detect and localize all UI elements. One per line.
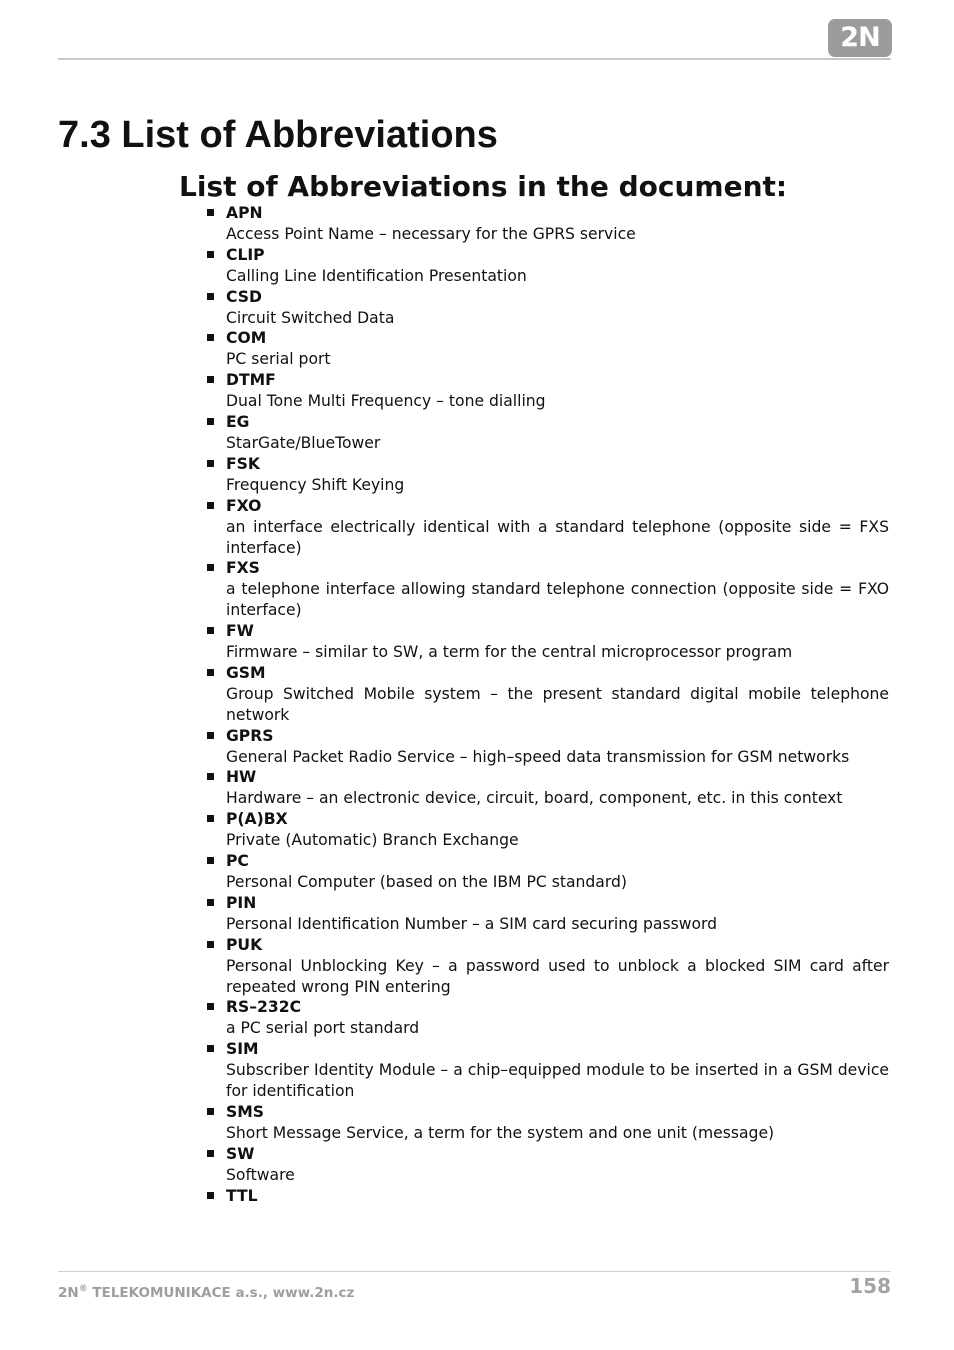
abbreviation-definition: Access Point Name – necessary for the GPRS service [226,224,636,243]
square-bullet-icon [207,1045,214,1052]
square-bullet-icon [207,418,214,425]
list-item [207,370,889,412]
abbreviation-term: PUK [226,935,263,954]
abbreviation-definition: Personal Unblocking Key – a password used to unblock a blocked SIM card after repeated wrong PIN entering [226,956,889,996]
section-title: List of Abbreviations in the document: [179,170,788,203]
list-item [207,809,889,851]
abbreviation-term: TTL [226,1186,258,1205]
square-bullet-icon [207,941,214,948]
list-item [207,663,889,726]
list-item [207,558,889,621]
square-bullet-icon [207,251,214,258]
list-item [207,767,889,809]
abbreviation-term: SMS [226,1102,264,1121]
list-item [207,1039,889,1102]
abbreviation-definition: General Packet Radio Service – high–speed data transmission for GSM networks [226,747,850,766]
abbreviation-definition: Hardware – an electronic device, circuit, board, component, etc. in this context [226,789,843,808]
list-item [207,287,889,329]
square-bullet-icon [207,627,214,634]
list-item [207,997,889,1039]
list-item [207,621,889,663]
abbreviation-term: DTMF [226,371,276,390]
square-bullet-icon [207,502,214,509]
header-divider [58,58,891,60]
abbreviation-term: PIN [226,893,257,912]
abbreviation-term: CLIP [226,245,265,264]
abbreviation-list [207,203,889,1207]
page-number: 158 [849,1274,891,1298]
abbreviation-definition: Frequency Shift Keying [226,475,405,494]
abbreviation-term: P(A)BX [226,810,288,829]
square-bullet-icon [207,293,214,300]
footer-divider [58,1271,891,1272]
square-bullet-icon [207,1108,214,1115]
abbreviation-term: GSM [226,663,266,682]
abbreviation-definition: Calling Line Identification Presentation [226,266,527,285]
list-item [207,328,889,370]
list-item [207,203,889,245]
list-item [207,1102,889,1144]
abbreviation-definition: a telephone interface allowing standard telephone connection (opposite side = FXO interface) [226,580,889,620]
abbreviation-term: CSD [226,287,262,306]
square-bullet-icon [207,732,214,739]
abbreviation-definition: Short Message Service, a term for the system and one unit (message) [226,1123,775,1142]
abbreviation-definition: StarGate/BlueTower [226,433,381,452]
abbreviation-term: FSK [226,454,260,473]
list-item [207,245,889,287]
square-bullet-icon [207,334,214,341]
abbreviation-definition: PC serial port [226,350,331,369]
abbreviation-definition: Personal Computer (based on the IBM PC standard) [226,873,627,891]
square-bullet-icon [207,773,214,780]
square-bullet-icon [207,857,214,864]
abbreviation-term: SIM [226,1040,259,1059]
abbreviation-definition: Private (Automatic) Branch Exchange [226,831,519,850]
abbreviation-definition: Group Switched Mobile system – the present standard digital mobile telephone network [226,684,889,724]
square-bullet-icon [207,209,214,216]
list-item [207,496,889,559]
abbreviation-definition: an interface electrically identical with a standard telephone (opposite side = FXS interface) [226,517,889,557]
footer-company [58,1279,354,1303]
abbreviation-term: RS–232C [226,998,302,1017]
abbreviation-definition: Subscriber Identity Module – a chip–equipped module to be inserted in a GSM device for identification [226,1061,889,1101]
registered-mark: ® [78,1284,88,1294]
square-bullet-icon [207,376,214,383]
abbreviation-definition: Firmware – similar to SW, a term for the central microprocessor program [226,643,793,662]
list-item [207,935,889,998]
square-bullet-icon [207,899,214,906]
abbreviation-term: COM [226,329,267,348]
list-item [207,851,889,893]
abbreviation-term: HW [226,768,257,787]
abbreviation-term: FW [226,622,254,641]
abbreviation-definition: a PC serial port standard [226,1019,420,1038]
abbreviation-definition: Personal Identification Number – a SIM card securing password [226,914,718,933]
footer-company-prefix: 2N [58,1285,79,1301]
abbreviation-term: APN [226,204,263,222]
abbreviation-term: PC [226,852,249,871]
list-item [207,893,889,935]
square-bullet-icon [207,1003,214,1010]
list-item [207,1144,889,1186]
square-bullet-icon [207,460,214,467]
abbreviation-term: EG [226,413,250,432]
page-title: 7.3 List of Abbreviations [58,114,498,156]
abbreviation-term: SW [226,1144,255,1163]
square-bullet-icon [207,815,214,822]
square-bullet-icon [207,669,214,676]
abbreviation-definition: Dual Tone Multi Frequency – tone dialling [226,392,546,411]
abbreviation-definition: Software [226,1165,295,1184]
abbreviation-term: GPRS [226,726,274,745]
square-bullet-icon [207,564,214,571]
abbreviation-term: FXS [226,559,260,578]
2n-logo: 2N [828,19,892,57]
list-item [207,726,889,768]
footer-company-rest: TELEKOMUNIKACE a.s., www.2n.cz [87,1285,355,1301]
list-item [207,1186,889,1207]
abbreviation-term: FXO [226,496,262,515]
list-item [207,412,889,454]
square-bullet-icon [207,1192,214,1199]
list-item [207,454,889,496]
square-bullet-icon [207,1150,214,1157]
abbreviation-definition: Circuit Switched Data [226,308,395,327]
